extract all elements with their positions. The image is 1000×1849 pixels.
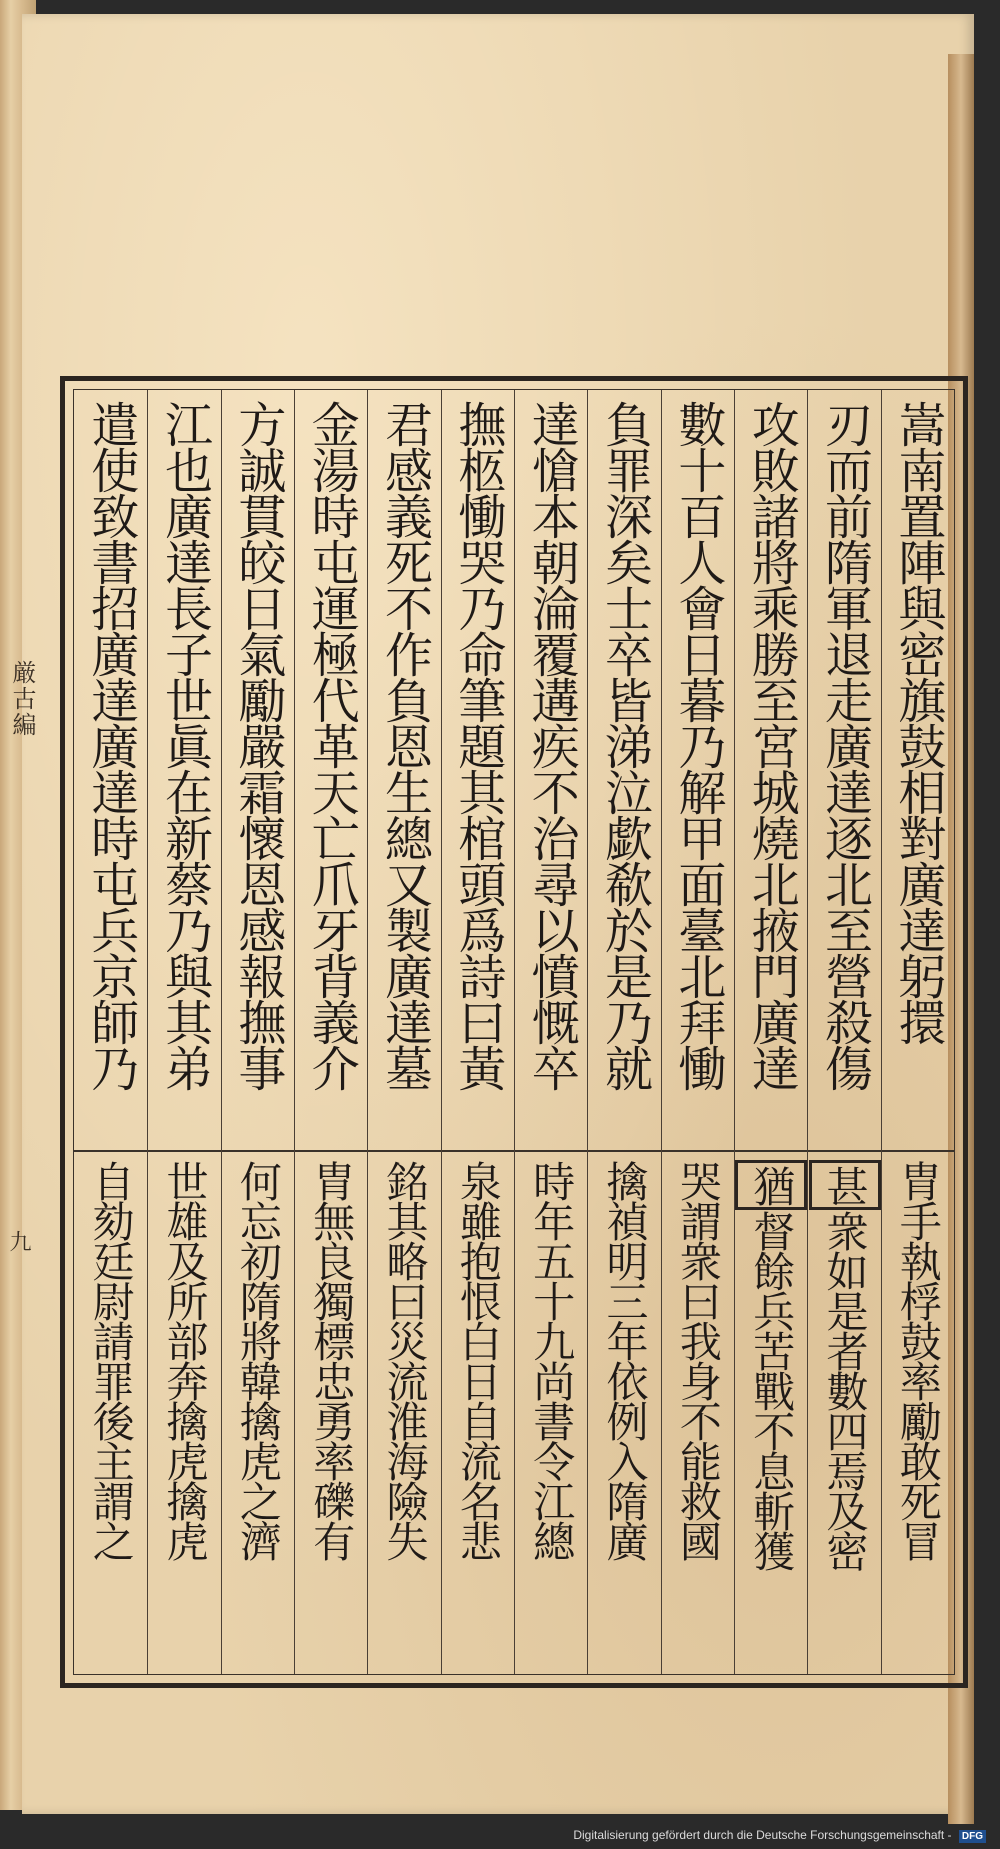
text-column — [734, 390, 807, 1674]
column-lower-text: 胄無良獨標忠勇率礫有 — [307, 1160, 357, 1560]
column-upper-text: 嵩南置陣與密旗鼓相對廣達躬擐 — [889, 400, 946, 1044]
dfg-logo: DFG — [959, 1830, 986, 1843]
column-lower-text: 自劾廷尉請罪後主謂之 — [86, 1160, 136, 1560]
text-column — [441, 390, 514, 1674]
text-column — [514, 390, 587, 1674]
text-column — [661, 390, 734, 1674]
column-upper-text: 攻敗諸將乘勝至宮城燒北掖門廣達 — [743, 400, 800, 1090]
text-frame — [60, 376, 968, 1688]
column-upper-text: 方誠貫皎日氣勵嚴霜懷恩感報撫事 — [229, 400, 286, 1090]
column-lower-text: 哭謂衆曰我身不能救國 — [673, 1160, 723, 1560]
text-column — [881, 390, 954, 1674]
margin-page-number: 九 — [6, 1230, 31, 1252]
book-page — [22, 14, 974, 1814]
text-column — [74, 390, 147, 1674]
column-lower-text — [735, 1160, 807, 1680]
column-lower-text: 何忘初隋將韓擒虎之濟 — [233, 1160, 283, 1560]
credit-text: Digitalisierung gefördert durch die Deutsche Forschungsgemeinschaft - — [573, 1828, 952, 1842]
column-lower-text — [808, 1160, 880, 1680]
column-lower-text: 泉雖抱恨白日自流名悲 — [453, 1160, 503, 1560]
text-column — [807, 390, 880, 1674]
boxed-character: 猶 — [735, 1160, 807, 1210]
column-upper-text: 達愴本朝淪覆遘疾不治尋以憤慨卒 — [523, 400, 580, 1090]
column-lower-text: 時年五十九尚書令江總 — [527, 1160, 577, 1560]
column-upper-text: 數十百人會日暮乃解甲面臺北拜慟 — [669, 400, 726, 1090]
column-lower-rest: 督餘兵苦戰不息斬獲 — [747, 1210, 797, 1570]
column-upper-text: 金湯時屯運極代革天亡爪牙背義介 — [303, 400, 360, 1090]
column-lower-rest: 衆如是者數四焉及密 — [820, 1210, 870, 1570]
text-column — [367, 390, 440, 1674]
digitization-credit — [573, 1828, 986, 1843]
margin-title: 厳古編 — [8, 660, 36, 738]
text-column — [221, 390, 294, 1674]
column-upper-text: 撫柩慟哭乃命筆題其棺頭爲詩曰黃 — [449, 400, 506, 1090]
text-column — [147, 390, 220, 1674]
text-column — [587, 390, 660, 1674]
boxed-character: 甚 — [809, 1160, 881, 1210]
column-upper-text: 江也廣達長子世眞在新蔡乃與其弟 — [156, 400, 213, 1090]
column-upper-text: 君感義死不作負恩生總又製廣達墓 — [376, 400, 433, 1090]
column-upper-text: 遣使致書招廣達廣達時屯兵京師乃 — [82, 400, 139, 1090]
text-frame-inner — [73, 389, 955, 1675]
column-lower-text: 擒禎明三年依例入隋廣 — [600, 1160, 650, 1560]
text-column — [294, 390, 367, 1674]
column-lower-text: 胄手執桴鼓率勵敢死冒 — [893, 1160, 943, 1560]
column-upper-text: 刃而前隋軍退走廣達逐北至營殺傷 — [816, 400, 873, 1090]
column-lower-text: 銘其略曰災流淮海險失 — [380, 1160, 430, 1560]
column-upper-text: 負罪深矣士卒皆涕泣歔欷於是乃就 — [596, 400, 653, 1090]
column-lower-text: 世雄及所部奔擒虎擒虎 — [160, 1160, 210, 1560]
